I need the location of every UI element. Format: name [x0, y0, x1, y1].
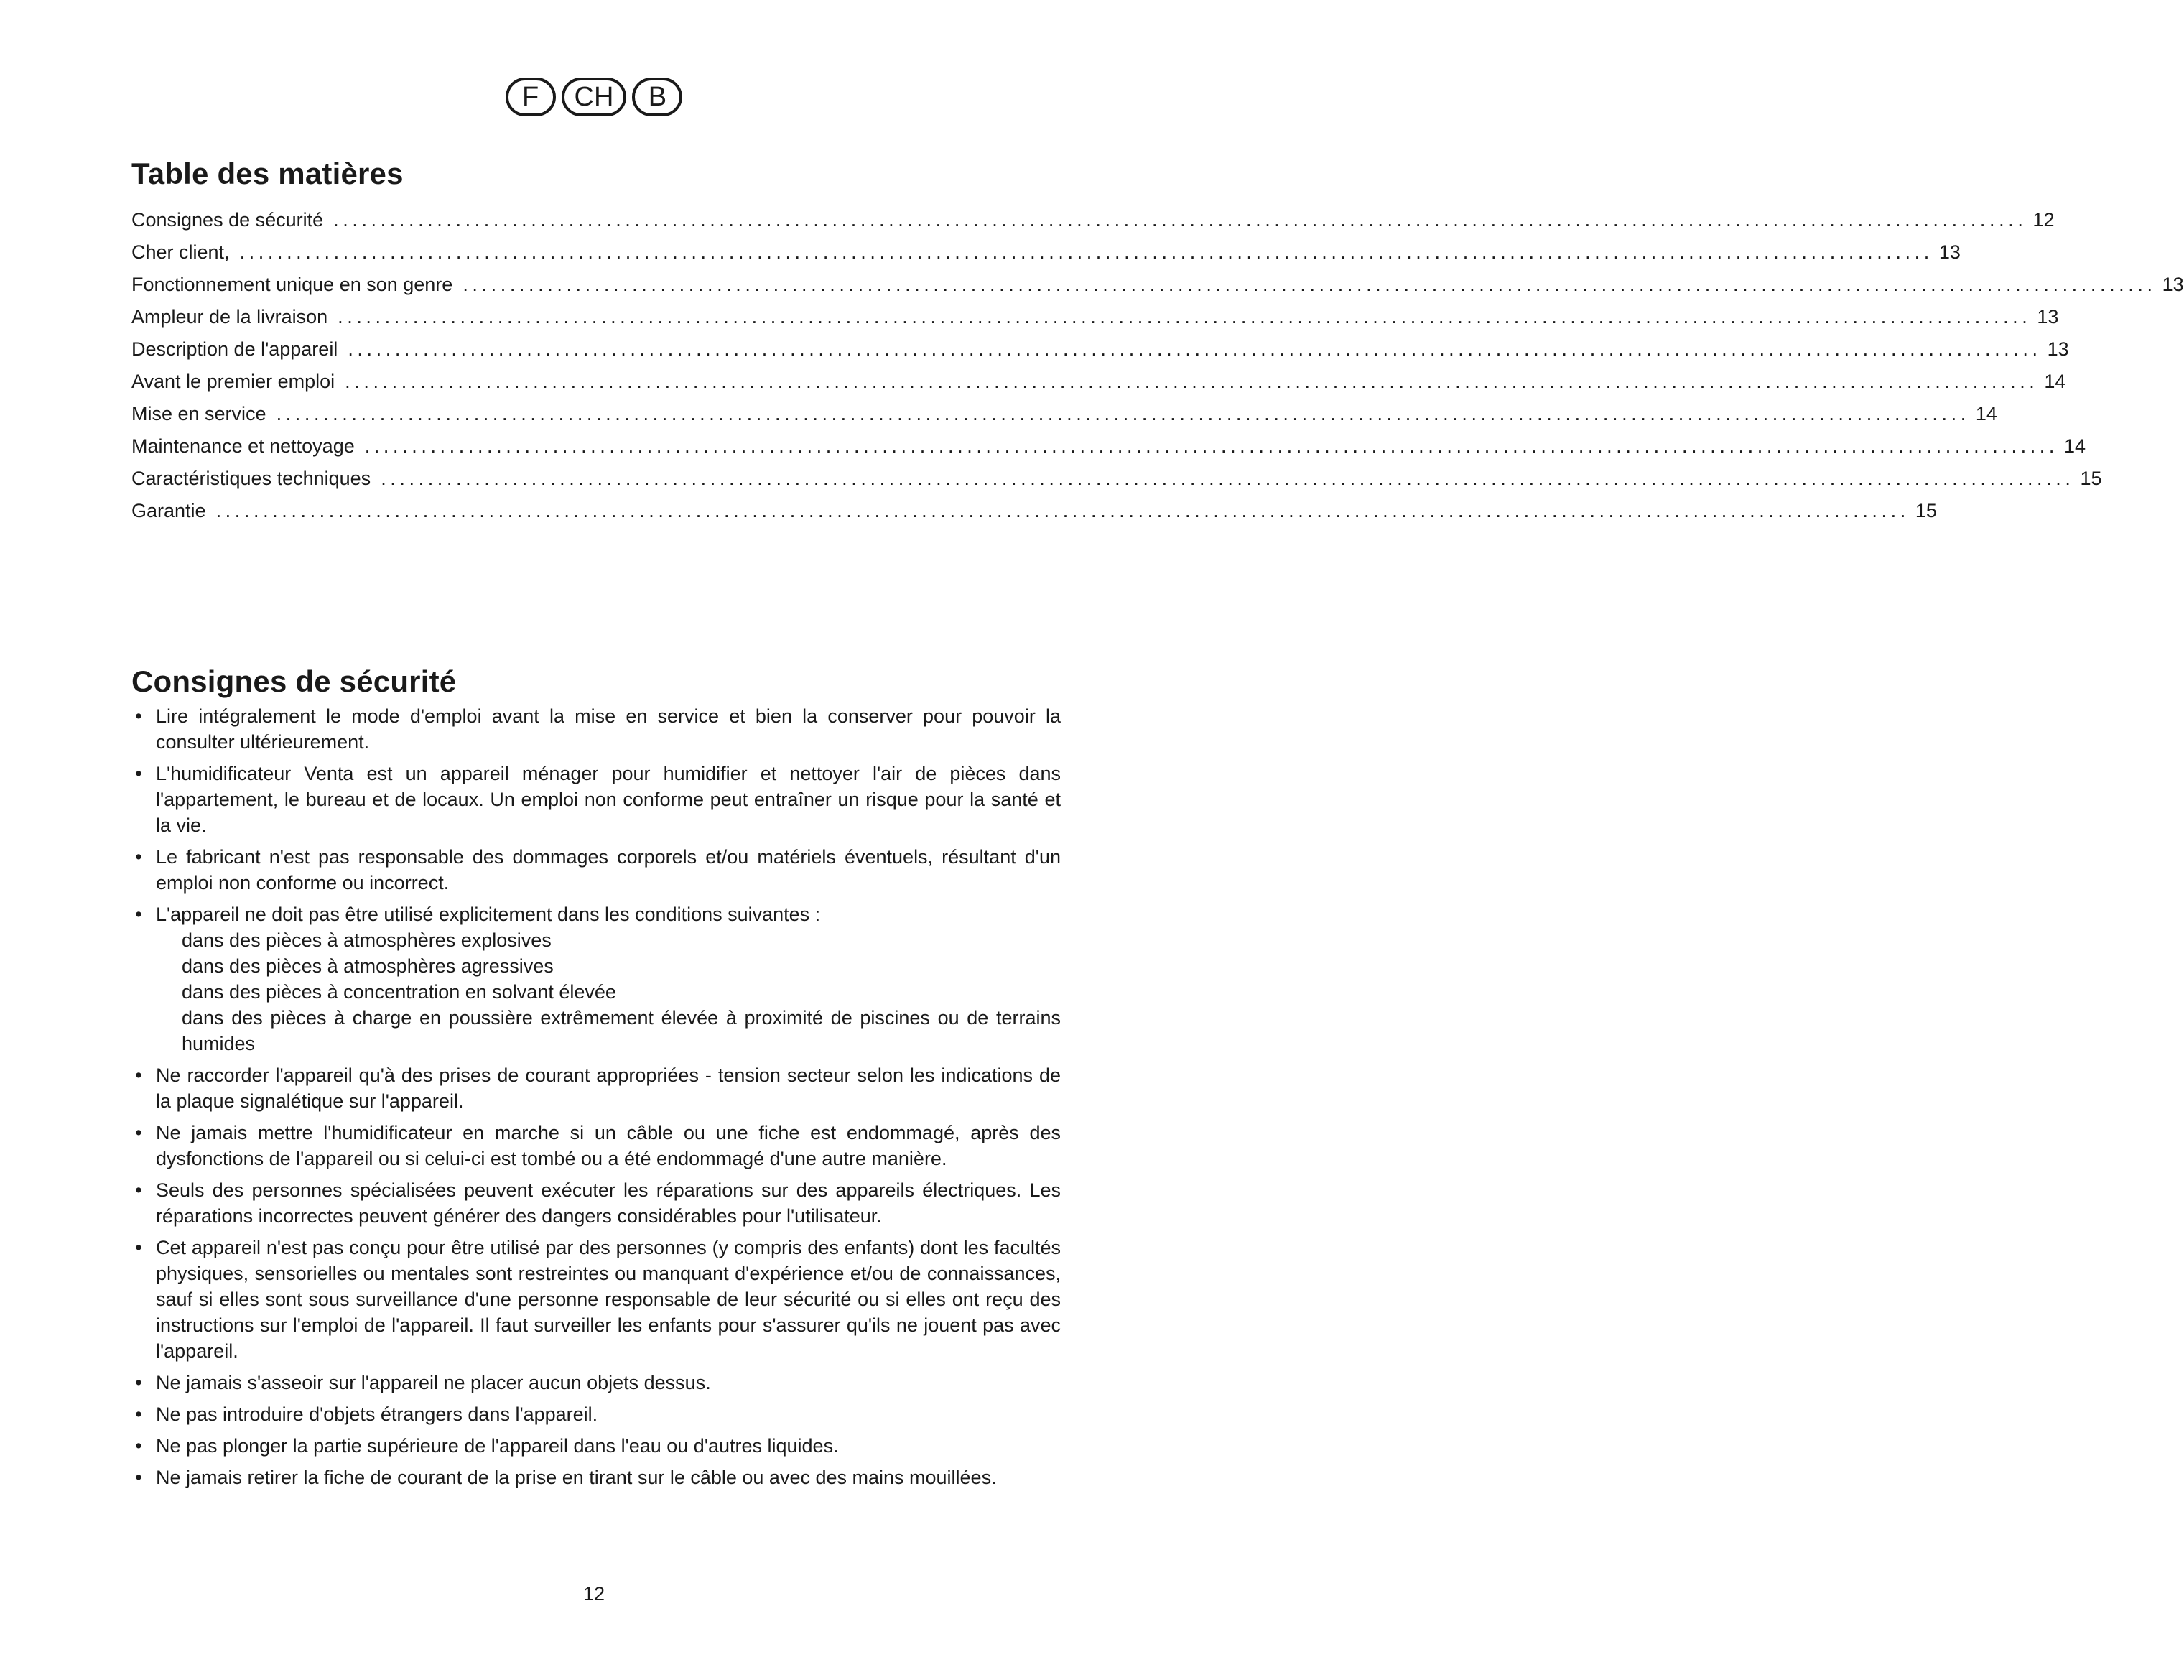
bullet-text: Ne pas introduire d'objets étrangers dans l'appareil. [156, 1403, 598, 1425]
toc-item [131, 241, 1961, 274]
dot-leader: .................................................................................................................................................................................... [381, 468, 2075, 489]
toc-item-page: 14 [1975, 403, 1997, 424]
bullet-icon: • [135, 1467, 142, 1488]
dot-leader: .................................................................................................................................................................................... [338, 306, 2032, 328]
bullet-icon: • [135, 1122, 142, 1143]
bullet-icon: • [135, 904, 142, 925]
toc-item-label: Avant le premier emploi [131, 371, 335, 392]
bullet-text: Ne jamais mettre l'humidificateur en marche si un câble ou une fiche est endommagé, après des dysfonctions de l'appareil ou si celui-ci est tombé ou a été endommagé d'une autre manière. [156, 1122, 1061, 1169]
bullet-icon: • [135, 705, 142, 727]
bullet-text: Ne jamais s'asseoir sur l'appareil ne placer aucun objets dessus. [156, 1372, 711, 1393]
dot-leader: .................................................................................................................................................................................... [463, 274, 2157, 295]
bullet-icon: • [135, 1064, 142, 1086]
condition-item: dans des pièces à atmosphères explosives [182, 929, 552, 951]
page-number: 12 [582, 1583, 605, 1605]
bullet-text: Ne pas plonger la partie supérieure de l'appareil dans l'eau ou d'autres liquides. [156, 1435, 839, 1457]
toc-item-label: Mise en service [131, 403, 266, 424]
country-badge-b: B [632, 78, 682, 116]
safety-bullet [131, 1465, 1061, 1490]
toc-item [131, 403, 1997, 435]
conditions-list [156, 927, 1061, 1057]
toc-item-page: 12 [2032, 209, 2055, 231]
bullet-text: L'appareil ne doit pas être utilisé explicitement dans les conditions suivantes : [156, 904, 821, 925]
toc-item-page: 14 [2064, 435, 2086, 457]
safety-bullet [131, 1120, 1061, 1171]
safety-bullet [131, 1370, 1061, 1396]
bullet-text: Seuls des personnes spécialisées peuvent exécuter les réparations sur des appareils électriques. Les réparations incorrectes peuvent générer des dangers considérables pour l'utilisateur. [156, 1179, 1061, 1227]
bullet-icon: • [135, 1435, 142, 1457]
condition-item: dans des pièces à charge en poussière extrêmement élevée à proximité de piscines ou de terrains humides [182, 1007, 1061, 1054]
bullet-text: Ne jamais retirer la fiche de courant de la prise en tirant sur le câble ou avec des mains mouillées. [156, 1467, 997, 1488]
toc-item-label: Consignes de sécurité [131, 209, 324, 231]
country-badges [0, 78, 1188, 116]
toc-item [131, 371, 2066, 403]
dot-leader: .................................................................................................................................................................................... [345, 371, 2039, 392]
toc-item-label: Fonctionnement unique en son genre [131, 274, 453, 295]
safety-bullet [131, 844, 1061, 896]
dot-leader: .................................................................................................................................................................................... [333, 209, 2027, 231]
safety-bullet [131, 1062, 1061, 1114]
toc-item [131, 306, 2059, 338]
safety-bullet [131, 703, 1061, 755]
toc-title: Table des matières [131, 157, 404, 190]
bullet-icon: • [135, 1237, 142, 1258]
bullet-icon: • [135, 763, 142, 784]
toc-item-page: 13 [2037, 306, 2059, 328]
safety-bullet [131, 761, 1061, 838]
toc-item-page: 15 [2080, 468, 2102, 489]
condition-item: dans des pièces à concentration en solvant élevée [182, 981, 616, 1003]
bullet-icon: • [135, 1372, 142, 1393]
toc-item [131, 435, 2086, 468]
dot-leader: .................................................................................................................................................................................... [276, 403, 1970, 424]
toc-item-page: 13 [2162, 274, 2184, 295]
toc-item-page: 13 [1938, 241, 1961, 263]
toc-item [131, 209, 2055, 241]
toc-item-page: 13 [2047, 338, 2069, 360]
bullet-icon: • [135, 1403, 142, 1425]
toc-item-label: Cher client, [131, 241, 230, 263]
bullet-icon: • [135, 1179, 142, 1201]
country-badge-ch: CH [562, 78, 627, 116]
safety-bullet [131, 1433, 1061, 1459]
country-badge-f: F [506, 78, 556, 116]
bullet-icon: • [135, 846, 142, 868]
toc-item-label: Maintenance et nettoyage [131, 435, 355, 457]
safety-bullet [131, 901, 1061, 1057]
safety-bullet [131, 1401, 1061, 1427]
toc-item-page: 15 [1915, 500, 1937, 521]
safety-section-title: Consignes de sécurité [131, 664, 457, 698]
toc-item [131, 468, 2102, 500]
dot-leader: .................................................................................................................................................................................... [239, 241, 1933, 263]
bullet-text: Le fabricant n'est pas responsable des dommages corporels et/ou matériels éventuels, résultant d'un emploi non conforme ou incorrect. [156, 846, 1061, 894]
safety-bullet [131, 1235, 1061, 1364]
toc-item [131, 500, 1937, 532]
dot-leader: .................................................................................................................................................................................... [364, 435, 2058, 457]
toc-item-label: Description de l'appareil [131, 338, 338, 360]
bullet-text: Ne raccorder l'appareil qu'à des prises de courant appropriées - tension secteur selon les indications de la plaque signalétique sur l'appareil. [156, 1064, 1061, 1112]
toc-item-label: Garantie [131, 500, 206, 521]
table-of-contents [131, 209, 2184, 532]
toc-item-label: Caractéristiques techniques [131, 468, 371, 489]
bullet-text: Lire intégralement le mode d'emploi avant la mise en service et bien la conserver pour pouvoir la consulter ultérieurement. [156, 705, 1061, 753]
toc-item-page: 14 [2044, 371, 2066, 392]
dot-leader: .................................................................................................................................................................................... [215, 500, 1910, 521]
toc-item [131, 274, 2184, 306]
condition-item: dans des pièces à atmosphères agressives [182, 955, 554, 977]
dot-leader: .................................................................................................................................................................................... [348, 338, 2042, 360]
safety-instructions [131, 703, 1061, 1496]
toc-item [131, 338, 2069, 371]
bullet-text: L'humidificateur Venta est un appareil ménager pour humidifier et nettoyer l'air de pièces dans l'appartement, le bureau et de locaux. Un emploi non conforme peut entraîner un risque pour la santé et la vie. [156, 763, 1061, 836]
bullet-text: Cet appareil n'est pas conçu pour être utilisé par des personnes (y compris des enfants) dont les facultés physiques, sensorielles ou mentales sont restreintes ou manquant d'expérience et/ou de connaissances, sauf si elles sont sous surveillance d'une personne responsable de leur sécurité ou si elles ont reçu des instructions sur l'emploi de l'appareil. Il faut surveiller les enfants pour s'assurer qu'ils ne jouent pas avec l'appareil. [156, 1237, 1061, 1362]
toc-item-label: Ampleur de la livraison [131, 306, 328, 328]
safety-bullet [131, 1177, 1061, 1229]
